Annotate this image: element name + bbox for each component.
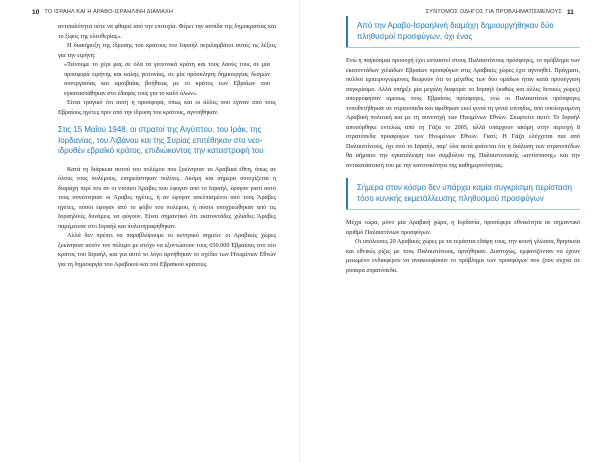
paragraph: Η διακήρυξη της ίδρυσης του κράτους του Ισραήλ περιλαμβάνει αυτές τις λέξεις για την ειρήνη: — [58, 42, 276, 59]
paragraph: Αλλά δεν πρέπει να παραβλέψουμε το κεντρικό σημείο: οι Αραβικές χώρες ξεκίνησαν αυτόν τον πόλεμο με στόχο να εξοντώσουν τους 650.000 Εβραίους στο νέο κράτος του Ισραήλ, και για αυτό το λόγο αρνήθηκαν το σχέδιο των Ηνωμένων Εθνών για τη δημιουργία του Αραβικού και του Εβραϊκού κράτους. — [58, 232, 276, 268]
paragraph: Μέχρι τώρα, μόνο μία Αραβική χώρα, η Ιορδανία, προσέφερε εθνικότητα σε σημαντικό αριθμό Παλαιστίνιων προσφύγων. — [346, 219, 580, 236]
quotation-block: «Τείνουμε το χέρι μας σε όλα τα γειτονικά κράτη και τους λαούς τους σε μία προσφορά ειρήνης και καλής γειτονίας, σε μία πρόσκληση δημιουργίας δεσμών συνεργασίας και αμοιβαίας βοήθειας με το κράτος των Εβραίων που εγκαταστάθηκαν στο έδαφός τους για το καλό όλων». — [64, 61, 270, 97]
section-heading-callout — [346, 16, 580, 48]
left-page-body — [58, 22, 276, 269]
right-page — [300, 0, 600, 463]
paragraph: Είναι τραγικό ότι αυτή η προσφορά, όπως και οι άλλες που έγιναν από τους Εβραίους ηγέτες πριν από την ίδρυση του κράτους, αγνοήθηκαν. — [58, 99, 276, 116]
section-heading-text: Σήμερα στον κόσμο δεν υπάρχει καμία συγκρίσιμη περίσταση τόσο κυνικής εκμετάλλευσης πληθυσμού προσφύγων — [346, 178, 580, 209]
section-heading-rule — [346, 47, 580, 48]
section-heading-rule — [346, 209, 580, 210]
right-running-head-title: ΣΥΝΤΟΜΟΣ ΟΔΗΓΟΣ ΓΙΑ ΠΡΟΒΛΗΜΑΤΙΣΜΕΝΟΥΣ — [425, 9, 562, 15]
section-heading-text: Από την Αραβο-Ισραηλινή διαμάχη δημιουργήθηκαν δύο πληθυσμοί προσφύγων, όχι ένας — [346, 16, 580, 47]
right-page-body — [346, 22, 580, 275]
paragraph: Κατά τη διάρκεια αυτού του πολέμου που ξεκίνησαν τα Αραβικά έθνη, όπως σε όλους τους πολέμους, επηρεάστηκαν πολίτες. Ακόμη και σήμερα συνεχίζεται η διαμάχη περί του αν οι ντόπιοι Άραβες που έφυγαν από το Ισραήλ, έφυγαν γιατί αυτό τους συνέστησαν οι Άραβες ηγέτες, ή αν έφυγαν απελπισμένοι από τους Άραβες ηγέτες, πόσοι έφυγαν από το φόβο του πολέμου, ή πόσοι υποχρεώθηκαν από τις Ισραηλινές δυνάμεις να φύγουν. Είναι σημαντικό ότι εκατοντάδες χιλιάδες Άραβες παρέμειναν στο Ισραήλ και πολιτογραφήθηκαν. — [58, 165, 276, 230]
paragraph: Ενώ η παγκόσμια προσοχή έχει εστιαστεί στους Παλαιστίνιους πρόσφυγες, το πρόβλημα των εκατοντάδων χιλιάδων Εβραίων προσφύγων στις Αραβικές χώρες έχει αγνοηθεί. Πράγματι, πολλοί εμπειρογνώμονες θεωρούν ότι το μέγεθος των δύο ομάδων ήταν κατά προσέγγιση συγκρίσιμο. Αλλά υπήρξε μία μεγάλη διαφορά: το Ισραήλ (καθώς και άλλες δυτικές χώρες) απορρόφησαν αμέσως τους Εβραίους πρόσφυγες, ενώ οι Παλαιστίνιοι πρόσφυγες τοποθετήθηκαν σε στρατόπεδα και αφέθηκαν εκεί γενιά τη γενιά επίτηδες, από υπολογισμένη Αραβική πολιτική και με τη συνενοχή των Ηνωμένων Εθνών. Σκεφτείτε αυτό: Το Ισραήλ αποσύρθηκε εντελώς από τη Γάζα το 2005, αλλά υπάρχουν ακόμη στην περιοχή 8 στρατόπεδα προσφύγων των Ηνωμένων Εθνών. Γιατί; Η Γάζα ελέγχεται πια από Παλαιστίνιους, όχι από το Ισραήλ, παρ’ όλα αυτά φαίνεται ότι η διάλυση των στρατοπέδων θα σήμαινε την εγκατάλειψη του συμβόλου της Παλαιστινιακής «αντίστασης» και την αντικατάστασή του με την κανονικότητα της καθημερινότητας. — [346, 57, 580, 169]
left-running-head-title: ΤΟ ΙΣΡΑΗΛ ΚΑΙ Η ΑΡΑΒΟ-ΙΣΡΑΗΛΙΝΗ ΔΙΑΜΑΧΗ — [44, 9, 174, 15]
paragraph: Οι υπόλοιπες 20 Αραβικές χώρες με τα τεράστια εδάφη τους, την κοινή γλώσσα, θρησκεία και εθνικές ρίζες με τους Παλαιστίνιους, αρνήθηκαν. Δυστυχώς, εμφανίζονταν να έχουν μειωμένο ενδιαφέρον να ανακουφίσουν το πρόβλημα των προσφύγων που ζουν συχνά σε ρυπαρά στρατόπεδα. — [346, 238, 580, 274]
pull-quote-callout: Στις 15 Μαΐου 1948, οι στρατοί της Αιγύπτου, του Ιράκ, της Ιορδανίας, του Λιβάνου και της Συρίας επιτέθηκαν στο νεο-ιδρυθέν εβραϊκό κράτος, επιδιώκοντας την καταστροφή του — [58, 125, 264, 156]
section-heading-callout — [346, 178, 580, 210]
right-page-number: 11 — [566, 8, 574, 16]
left-running-header — [32, 7, 173, 17]
paragraph: αντιπαλότητα ούτε να φθαρεί από την επιτυχία. Φέρει την ασπίδα της δημοκρατίας και το ξίφος της ελευθερίας». — [58, 23, 276, 40]
left-page-number: 10 — [32, 8, 40, 16]
